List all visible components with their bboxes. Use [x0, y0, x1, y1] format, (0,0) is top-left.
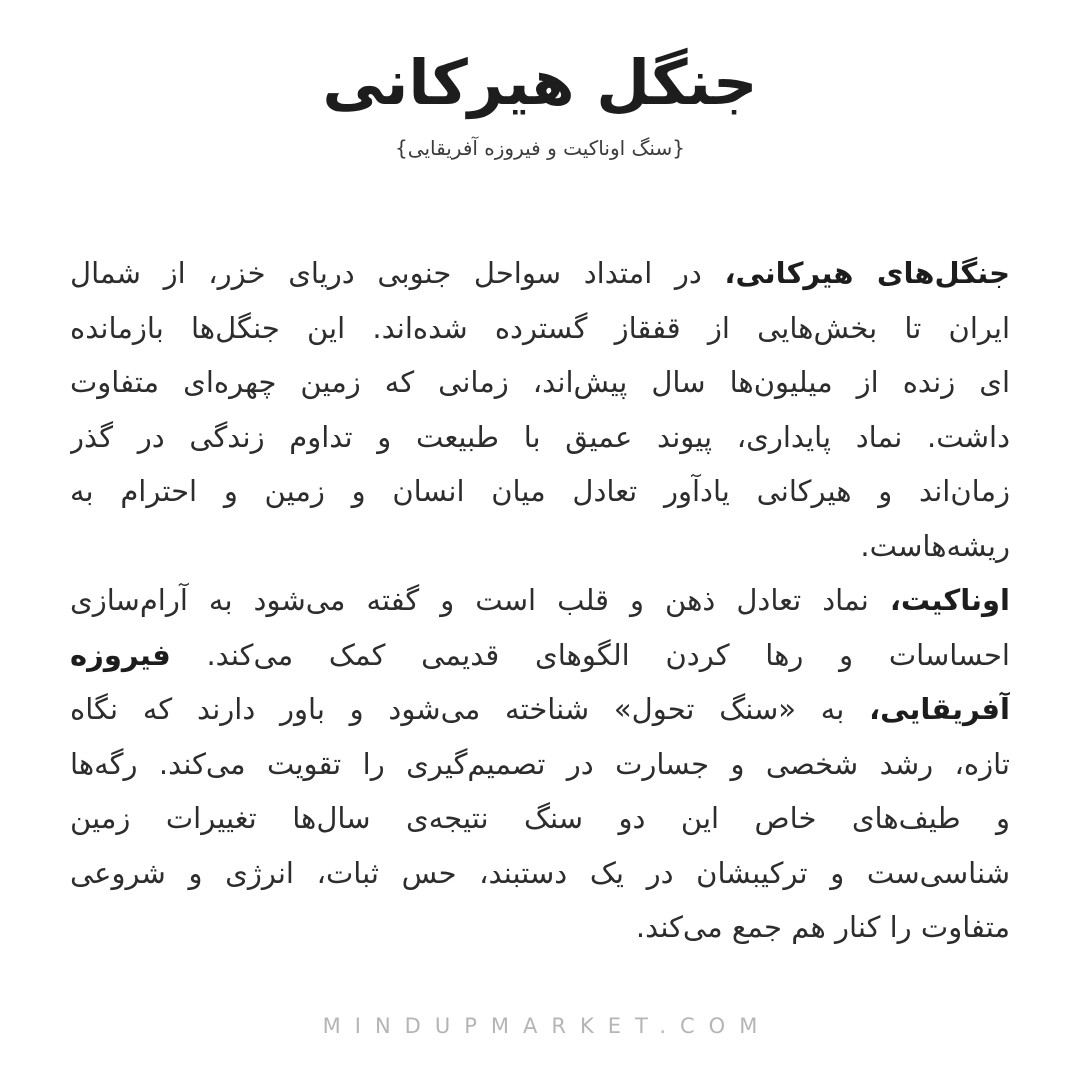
page-title: جنگل هیرکانی: [322, 46, 758, 119]
body-segment: به «سنگ تحول» شناخته می‌شود و باور دارند که نگاه: [70, 692, 870, 726]
body-segment: نماد تعادل ذهن و قلب است و گفته می‌شود به آرام‌سازی: [70, 583, 890, 617]
body-line: [70, 246, 1010, 301]
body-line: [70, 628, 1010, 683]
brand-url: MINDUPMARKET.COM: [322, 1014, 772, 1038]
body-segment: زمان‌اند و هیرکانی یادآور تعادل میان انسان و زمین و احترام به: [70, 474, 1010, 508]
body-segment: و طیف‌های خاص این دو سنگ نتیجه‌ی سال‌ها تغییرات زمین: [70, 801, 1010, 835]
body-segment: شناسی‌ست و ترکیبشان در یک دستبند، حس ثبات، انرژی و شروعی: [70, 855, 1010, 890]
body-line: [70, 682, 1010, 737]
body-segment: ایران تا بخش‌هایی از قفقاز گسترده شده‌اند. این جنگل‌ها بازمانده: [70, 310, 1010, 345]
body-segment: تازه، رشد شخصی و جسارت در تصمیم‌گیری را تقویت می‌کند. رگه‌ها: [70, 746, 1010, 781]
body-segment: ریشه‌هاست.: [860, 528, 1010, 563]
body-segment-bold: آفریقایی،: [869, 692, 1010, 726]
body-segment: داشت. نماد پایداری، پیوند عمیق با طبیعت و تداوم زندگی در گذر: [70, 419, 1010, 454]
body-segment-bold: اوناکیت،: [889, 583, 1010, 617]
body-line: [70, 737, 1010, 792]
body-line: [70, 301, 1010, 356]
body-line: [70, 355, 1010, 410]
body-line: [70, 410, 1010, 465]
body-line: [70, 846, 1010, 901]
body-segment: احساسات و رها کردن الگوهای قدیمی کمک می‌کند.: [170, 637, 1010, 672]
header: [0, 0, 1080, 160]
body-text: [70, 246, 1010, 955]
body-line: [70, 573, 1010, 628]
body-line: [70, 464, 1010, 519]
body-line: [70, 900, 1010, 955]
body-line: [70, 519, 1010, 574]
body-segment-bold: فیروزه: [70, 637, 171, 672]
body-segment-bold: جنگل‌های هیرکانی،: [724, 256, 1010, 290]
page-subtitle: {سنگ اوناکیت و فیروزه آفریقایی}: [395, 136, 685, 161]
body-segment: در امتداد سواحل جنوبی دریای خزر، از شمال: [70, 256, 725, 290]
footer: [0, 1014, 1080, 1038]
body-segment: متفاوت را کنار هم جمع می‌کند.: [635, 910, 1010, 944]
body-line: [70, 791, 1010, 846]
body-segment: ای زنده از میلیون‌ها سال پیش‌اند، زمانی که زمین چهره‌ای متفاوت: [70, 365, 1010, 399]
